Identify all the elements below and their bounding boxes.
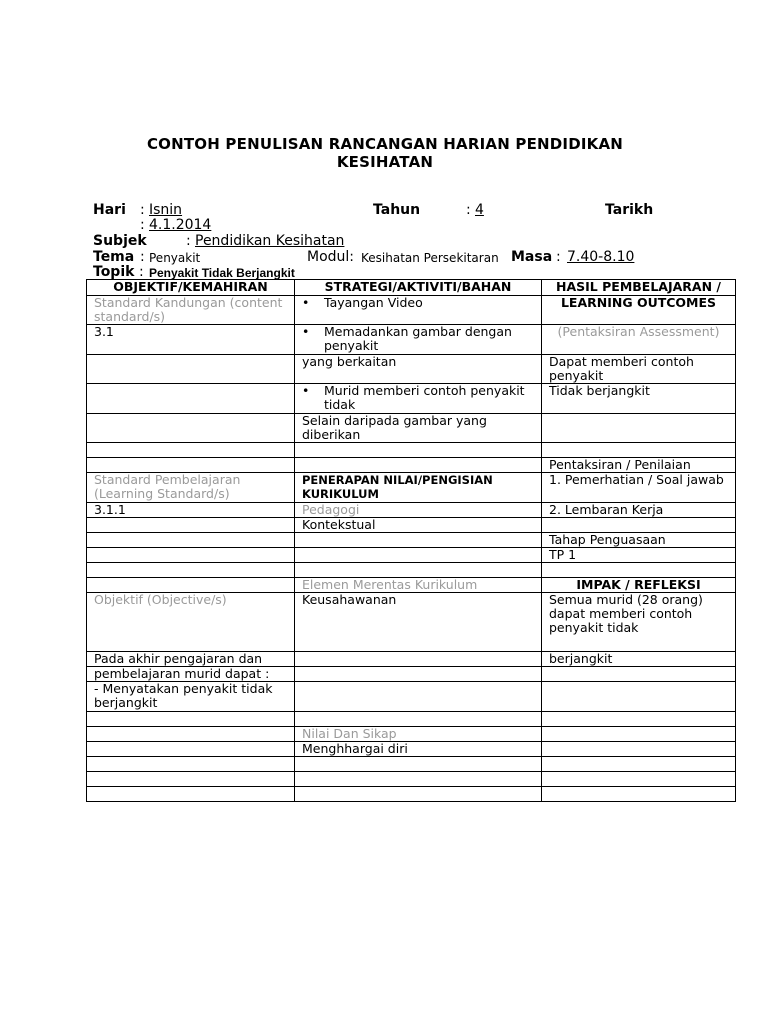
- activity-examples-cont: Selain daripada gambar yang diberikan: [295, 414, 542, 443]
- cell: • Tayangan Video: [295, 296, 542, 325]
- pedagogi-value: Kontekstual: [295, 518, 542, 533]
- lesson-plan-table: [86, 279, 736, 802]
- table-row: [87, 667, 736, 682]
- topik-value: Penyakit Tidak Berjangkit: [149, 266, 295, 280]
- objective-line-2: pembelajaran murid dapat :: [87, 667, 295, 682]
- nilai-sikap-label: Nilai Dan Sikap: [295, 727, 542, 742]
- table-row: [87, 593, 736, 652]
- standard-pembelajaran-value: 3.1.1: [87, 503, 295, 518]
- tarikh-colon: :: [140, 217, 145, 233]
- table-row: [87, 355, 736, 384]
- tema-colon: :: [140, 249, 145, 265]
- topik-colon: :: [139, 264, 144, 280]
- hari-value: Isnin: [149, 202, 183, 218]
- modul-label: Modul:: [307, 249, 355, 265]
- assessment-1: 1. Pemerhatian / Soal jawab: [542, 473, 736, 503]
- impak-refleksi-heading: IMPAK / REFLEKSI: [542, 578, 736, 593]
- pentaksiran-label: Pentaksiran / Penilaian: [542, 458, 736, 473]
- standard-pembelajaran-label: Standard Pembelajaran (Learning Standard/s): [87, 473, 295, 503]
- table-row: [87, 757, 736, 772]
- tahap-penguasaan-label: Tahap Penguasaan: [542, 533, 736, 548]
- table-row: [87, 578, 736, 593]
- tarikh-label: Tarikh: [605, 202, 654, 218]
- subjek-colon: :: [186, 233, 191, 249]
- header-strategi: STRATEGI/AKTIVITI/BAHAN: [295, 280, 542, 296]
- header-hasil: HASIL PEMBELAJARAN /: [542, 280, 736, 296]
- tarikh-value: 4.1.2014: [149, 217, 212, 233]
- cell: [87, 355, 295, 384]
- tema-value: Penyakit: [149, 251, 201, 265]
- objective-line-3: - Menyatakan penyakit tidak berjangkit: [87, 682, 295, 712]
- activity-examples: Murid memberi contoh penyakit tidak: [324, 383, 525, 412]
- subjek-label: Subjek: [93, 233, 147, 249]
- table-row: [87, 787, 736, 802]
- table-row: [87, 443, 736, 458]
- outcome-line-1: Dapat memberi contoh penyakit: [542, 355, 736, 384]
- outcome-line-2: Tidak berjangkit: [542, 384, 736, 414]
- emk-value: Keusahawanan: [295, 593, 542, 652]
- table-row: [87, 712, 736, 727]
- cell: [87, 384, 295, 414]
- table-row: [87, 548, 736, 563]
- tahap-penguasaan-value: TP 1: [542, 548, 736, 563]
- masa-colon: :: [556, 249, 561, 265]
- table-row: [87, 325, 736, 355]
- penerapan-nilai-heading: PENERAPAN NILAI/PENGISIAN KURIKULUM: [295, 473, 542, 503]
- table-row: [87, 742, 736, 757]
- table-row: [87, 473, 736, 503]
- emk-label: Elemen Merentas Kurikulum: [295, 578, 542, 593]
- header-learning-outcomes: LEARNING OUTCOMES: [542, 296, 736, 325]
- modul-value: Kesihatan Persekitaran: [361, 251, 499, 265]
- table-row: [87, 518, 736, 533]
- table-row: [87, 533, 736, 548]
- header-objektif: OBJEKTIF/KEMAHIRAN: [87, 280, 295, 296]
- masa-value: 7.40-8.10: [567, 249, 635, 265]
- standard-kandungan-label: Standard Kandungan (content standard/s): [87, 296, 295, 325]
- activity-matching: Memadankan gambar dengan penyakit: [324, 324, 512, 353]
- activity-video: Tayangan Video: [324, 295, 423, 310]
- assessment-2: 2. Lembaran Kerja: [542, 503, 736, 518]
- table-row: [87, 682, 736, 712]
- tahun-colon: :: [466, 202, 471, 218]
- masa-label: Masa: [511, 249, 553, 265]
- activity-matching-cont: yang berkaitan: [295, 355, 542, 384]
- pedagogi-label: Pedagogi: [295, 503, 542, 518]
- cell: [87, 414, 295, 443]
- assessment-label: (Pentaksiran Assessment): [542, 325, 736, 355]
- objektif-label: Objektif (Objective/s): [87, 593, 295, 652]
- table-row: [87, 503, 736, 518]
- tahun-value: 4: [475, 202, 484, 218]
- page-title: CONTOH PENULISAN RANCANGAN HARIAN PENDIDIKAN KESIHATAN: [146, 135, 624, 171]
- cell: • Memadankan gambar dengan penyakit: [295, 325, 542, 355]
- nilai-sikap-value: Menghhargai diri: [295, 742, 542, 757]
- tahun-label: Tahun: [373, 202, 421, 218]
- table-row: [87, 414, 736, 443]
- table-row: [87, 727, 736, 742]
- hari-label: Hari: [93, 202, 126, 218]
- table-row: [87, 296, 736, 325]
- table-row: [87, 384, 736, 414]
- subjek-value: Pendidikan Kesihatan: [195, 233, 345, 249]
- cell: • Murid memberi contoh penyakit tidak: [295, 384, 542, 414]
- hari-colon: :: [140, 202, 145, 218]
- table-row: [87, 652, 736, 667]
- table-header-row: [87, 280, 736, 296]
- tema-label: Tema: [93, 249, 135, 265]
- reflection-text: Semua murid (28 orang) dapat memberi contoh penyakit tidak: [542, 593, 736, 652]
- objective-line-1: Pada akhir pengajaran dan: [87, 652, 295, 667]
- table-row: [87, 458, 736, 473]
- reflection-text-cont: berjangkit: [542, 652, 736, 667]
- table-row: [87, 772, 736, 787]
- standard-kandungan-value: 3.1: [87, 325, 295, 355]
- cell: [542, 414, 736, 443]
- table-row: [87, 563, 736, 578]
- topik-label: Topik: [93, 264, 135, 280]
